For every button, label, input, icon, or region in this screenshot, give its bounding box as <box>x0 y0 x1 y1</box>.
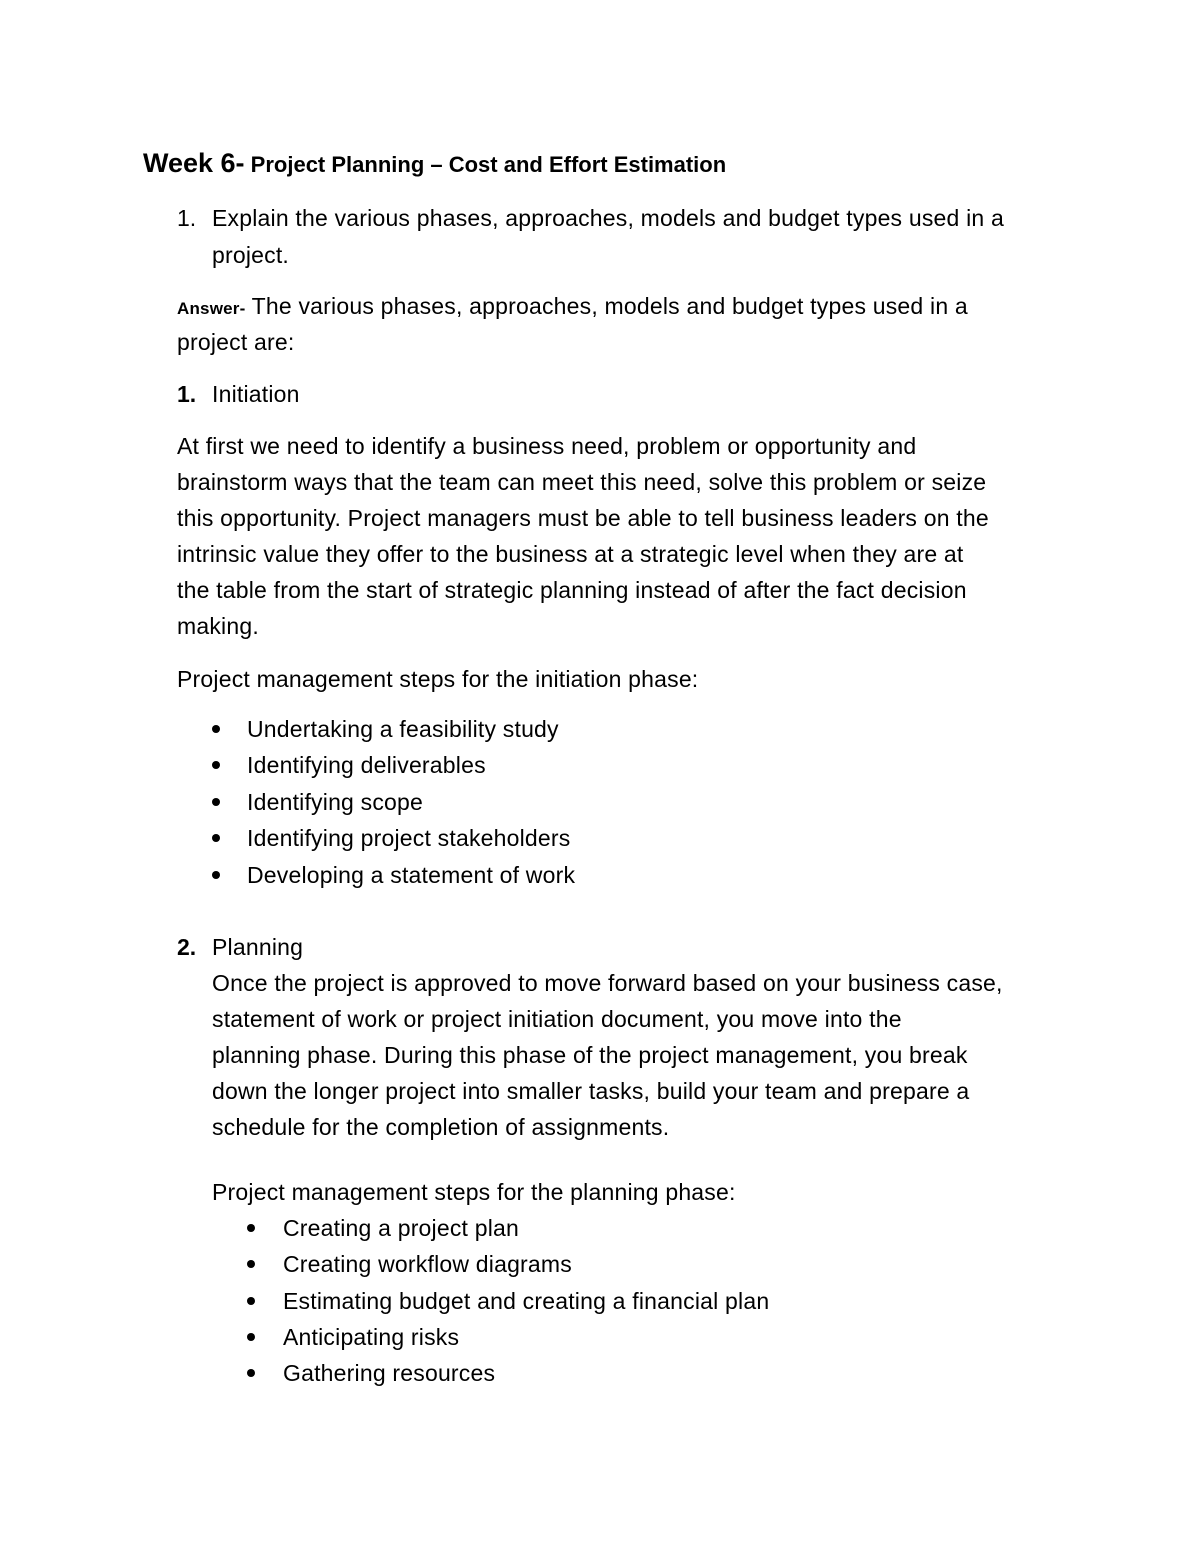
initiation-step: Identifying scope <box>247 789 424 815</box>
bullet-icon <box>212 798 220 806</box>
initiation-paragraph-line: making. <box>177 613 259 639</box>
planning-step: Creating workflow diagrams <box>283 1251 572 1277</box>
question-line-1: Explain the various phases, approaches, models and budget types used in a <box>212 205 1004 231</box>
initiation-step: Identifying deliverables <box>247 752 486 778</box>
answer-label: Answer- <box>177 299 246 318</box>
initiation-paragraph-line: intrinsic value they offer to the business at a strategic level when they are at <box>177 541 964 567</box>
bullet-icon <box>247 1369 255 1377</box>
initiation-step: Identifying project stakeholders <box>247 825 571 851</box>
bullet-icon <box>247 1260 255 1268</box>
initiation-number: 1. <box>177 381 197 407</box>
planning-paragraph-line: statement of work or project initiation document, you move into the <box>212 1006 902 1032</box>
initiation-steps-title: Project management steps for the initiation phase: <box>177 666 699 692</box>
title-topic: Project Planning – Cost and Effort Estimation <box>244 152 727 177</box>
planning-step: Anticipating risks <box>283 1324 460 1350</box>
bullet-icon <box>212 871 220 879</box>
answer-line-2: project are: <box>177 329 295 355</box>
planning-step: Gathering resources <box>283 1360 496 1386</box>
planning-step: Estimating budget and creating a financial plan <box>283 1288 770 1314</box>
planning-number: 2. <box>177 934 197 960</box>
planning-paragraph-line: down the longer project into smaller tasks, build your team and prepare a <box>212 1078 970 1104</box>
initiation-paragraph-line: At first we need to identify a business need, problem or opportunity and <box>177 433 917 459</box>
bullet-icon <box>247 1297 255 1305</box>
question-line-2: project. <box>212 242 290 268</box>
planning-heading: Planning <box>212 934 304 960</box>
page-title <box>143 146 726 185</box>
planning-steps-title: Project management steps for the planning phase: <box>212 1179 736 1205</box>
initiation-paragraph-line: brainstorm ways that the team can meet this need, solve this problem or seize <box>177 469 987 495</box>
bullet-icon <box>212 834 220 842</box>
planning-step: Creating a project plan <box>283 1215 520 1241</box>
bullet-icon <box>247 1224 255 1232</box>
question-number: 1. <box>177 205 197 231</box>
initiation-step: Developing a statement of work <box>247 862 576 888</box>
planning-paragraph-line: planning phase. During this phase of the project management, you break <box>212 1042 968 1068</box>
bullet-icon <box>212 761 220 769</box>
bullet-icon <box>212 725 220 733</box>
title-week: Week 6- <box>143 148 245 178</box>
initiation-heading: Initiation <box>212 381 300 407</box>
planning-paragraph-line: schedule for the completion of assignments. <box>212 1114 670 1140</box>
initiation-paragraph-line: the table from the start of strategic planning instead of after the fact decision <box>177 577 967 603</box>
answer-intro <box>177 291 968 324</box>
initiation-paragraph-line: this opportunity. Project managers must be able to tell business leaders on the <box>177 505 989 531</box>
bullet-icon <box>247 1333 255 1341</box>
initiation-step: Undertaking a feasibility study <box>247 716 559 742</box>
planning-paragraph-line: Once the project is approved to move forward based on your business case, <box>212 970 1003 996</box>
answer-line-1: The various phases, approaches, models and budget types used in a <box>245 293 968 319</box>
